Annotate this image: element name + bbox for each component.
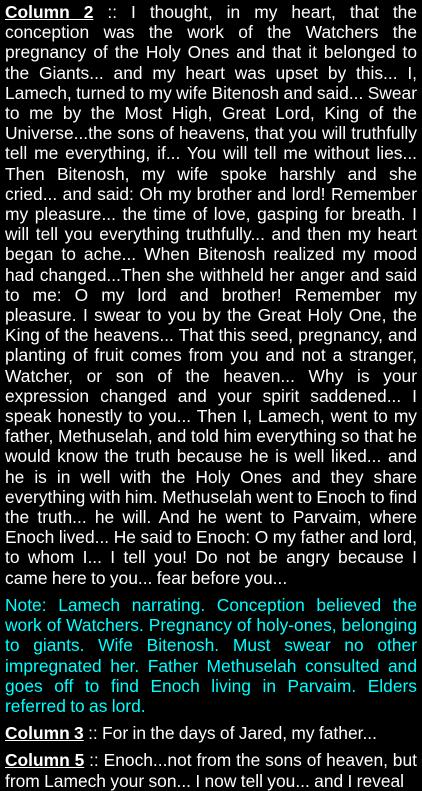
column-2-text: :: I thought, in my heart, that the conception was the work of the Watchers the pregnancy of the Holy Ones and that it belonged to the Giants... and my heart was upset by this... I, Lamech, turned to my wife Bitenosh and said... Swear to me by the Most High, Great Lord, King of the Universe...the sons of heavens, that you will truthfully tell me everything, if... You will tell me without lies... Then Bitenosh, my wife spoke harshly and she cried... and said: Oh my brother and lord! Remember my pleasure... the time of love, gasping for breath. I will tell you everything truthfully... and then my heart began to ache... When Bitenosh realized my mood had changed...Then she withheld her anger and said to me: O my lord and brother! Remember my pleasure. I swear to you by the Great Holy One, the King of the heavens... That this seed, pregnancy, and planting of fruit comes from you and not a stranger, Watcher, or son of the heaven... Why is your expression changed and your spirit saddened... I speak honestly to you... Then I, Lamech, went to my father, Methuselah, and told him everything so that he would know the truth because he is well liked... and he is in well with the Holy Ones and they share everything with him. Methuselah went to Enoch to find the truth... he will. And he went to Parvaim, where Enoch lived... He said to Enoch: O my father and lord, to whom I... I tell you! Do not be angry because I came here to you... fear before you... xyxy=(5,2,417,588)
column-5-paragraph xyxy=(5,750,417,790)
column-3-heading[interactable]: Column 3 xyxy=(5,723,84,744)
column-5-heading[interactable]: Column 5 xyxy=(5,750,85,771)
document-body xyxy=(5,2,417,791)
column-2-paragraph xyxy=(5,2,417,588)
column-3-paragraph xyxy=(5,723,417,743)
note-paragraph: Note: Lamech narrating. Conception believed the work of Watchers. Pregnancy of holy-ones, belonging to giants. Wife Bitenosh. Must swear no other impregnated her. Father Methuselah consulted and goes off to find Enoch living in Parvaim. Elders referred to as lord. xyxy=(5,594,417,716)
column-3-text: :: For in the days of Jared, my father... xyxy=(83,723,377,744)
column-2-heading[interactable]: Column 2 xyxy=(5,2,94,22)
column-5-text: :: Enoch...not from the sons of heaven, but from Lamech your son... I now tell you... and I reveal xyxy=(5,750,417,791)
